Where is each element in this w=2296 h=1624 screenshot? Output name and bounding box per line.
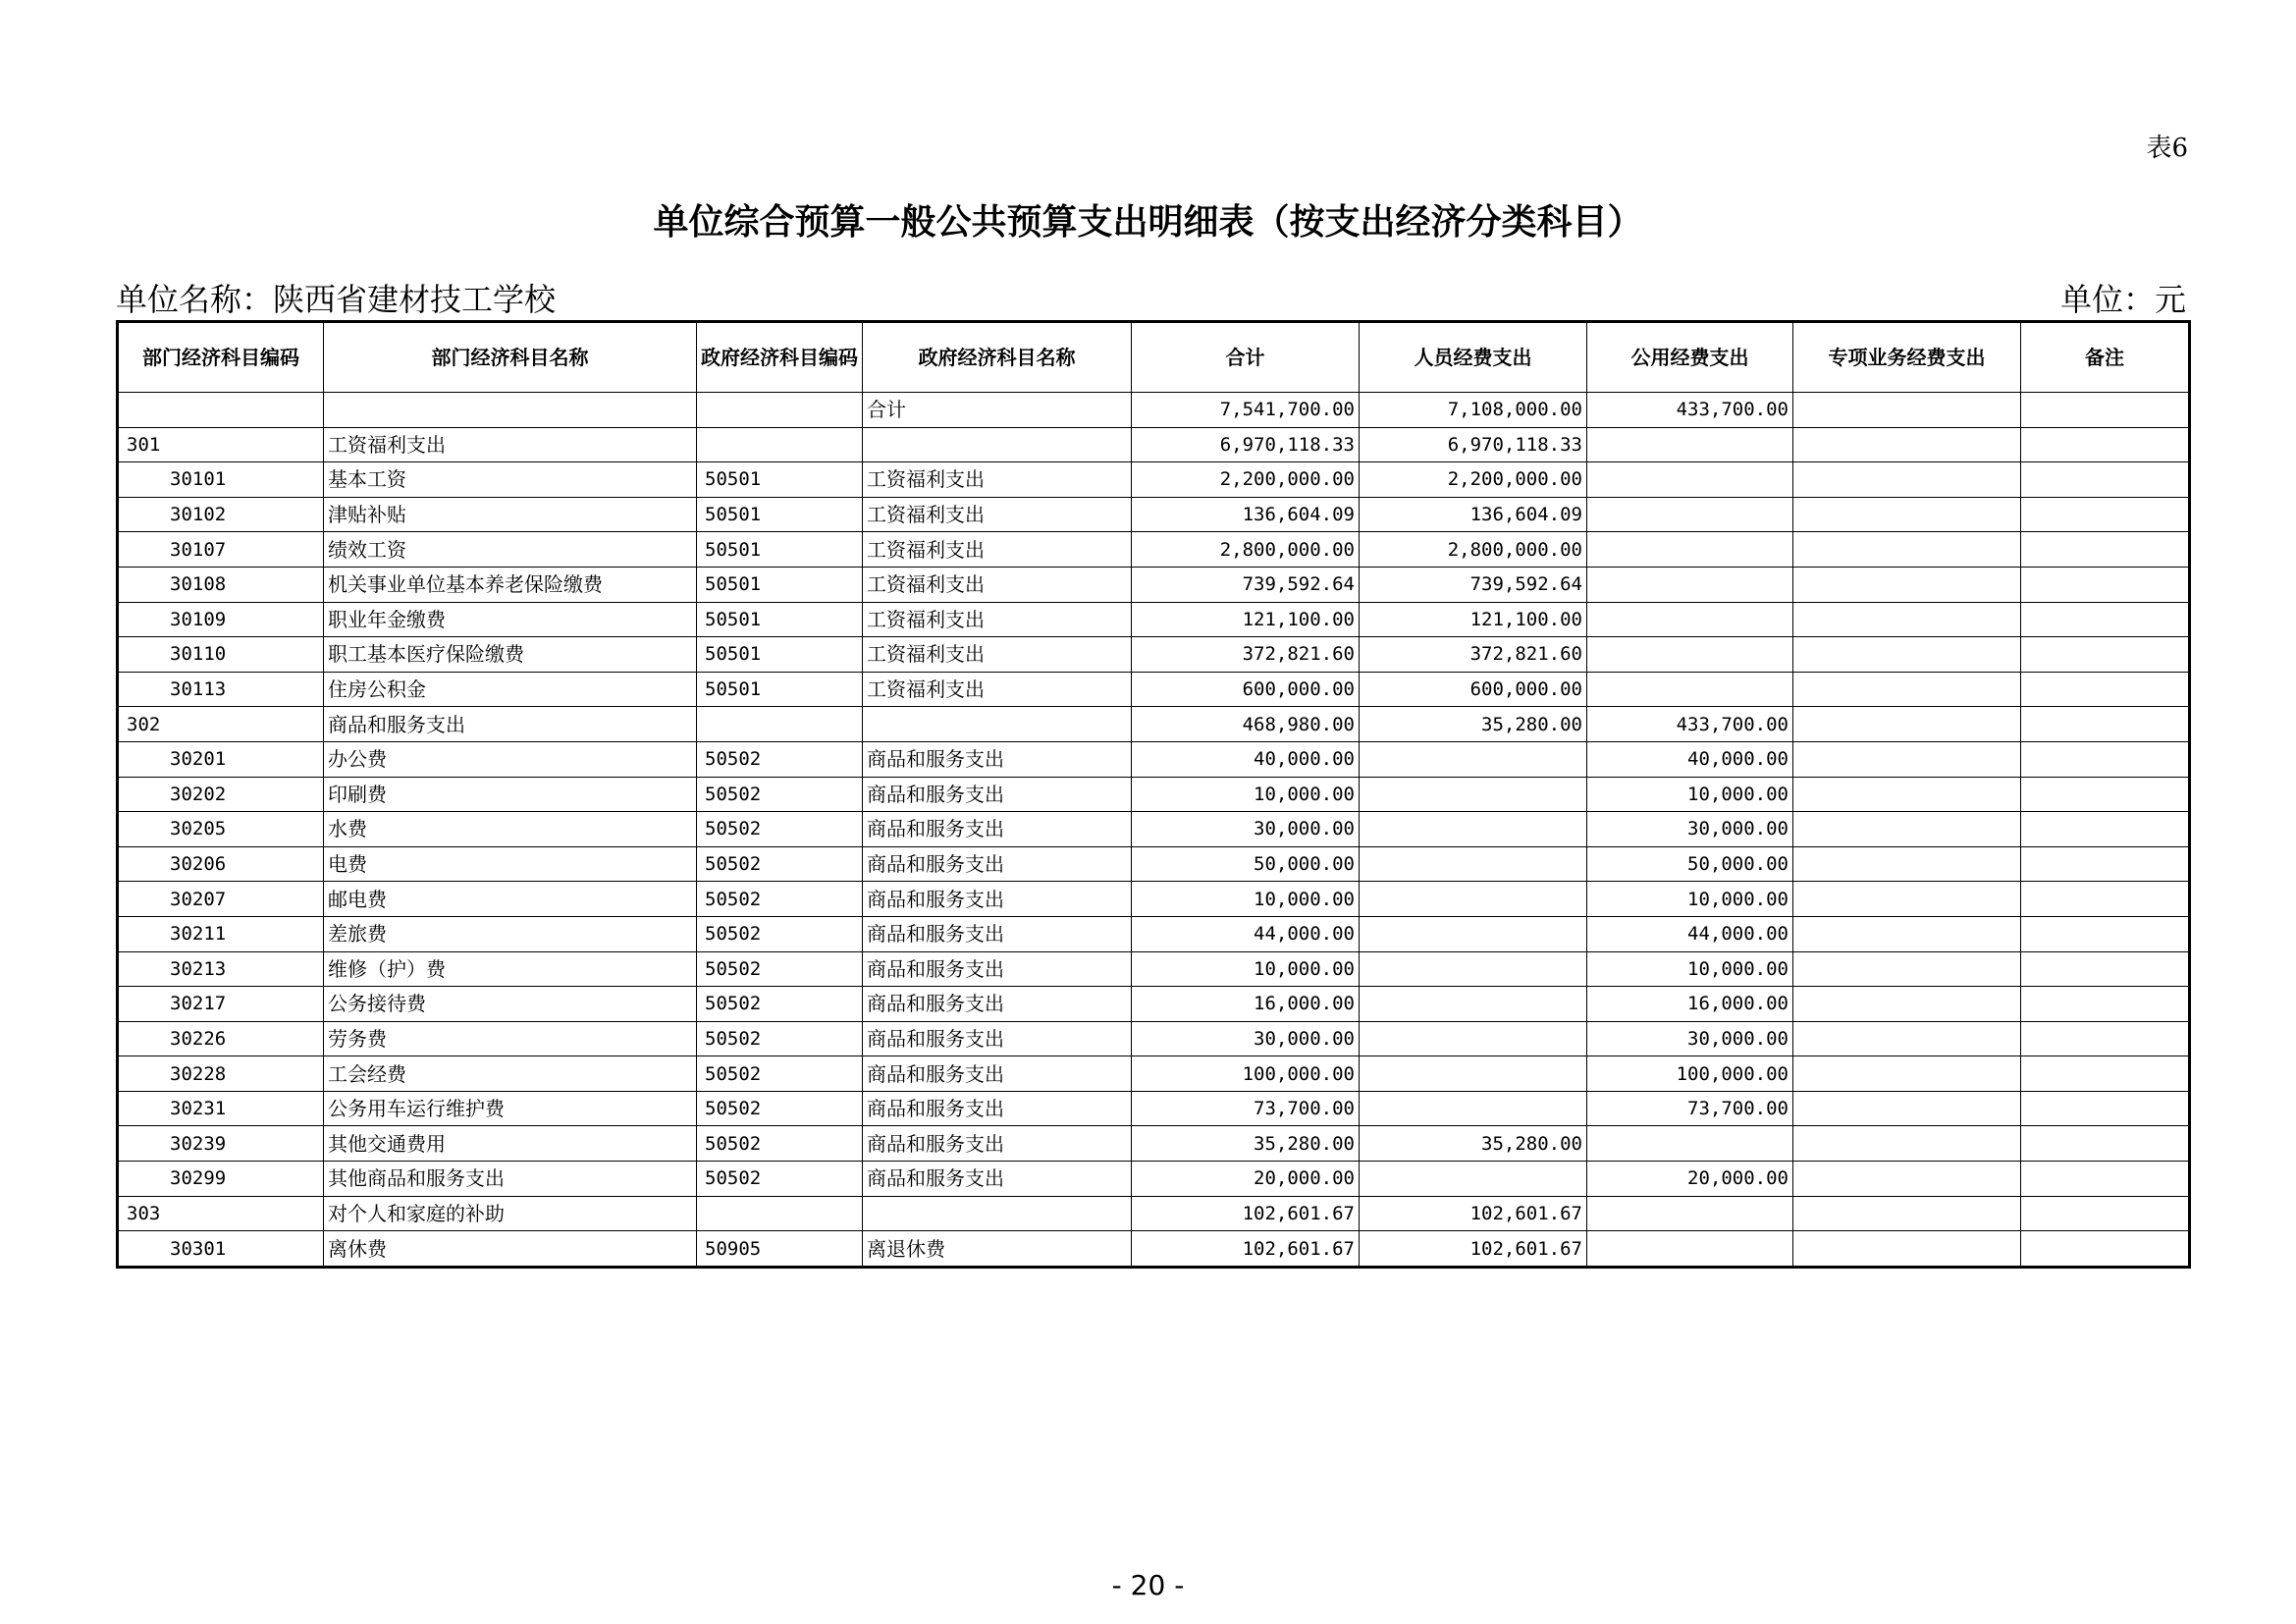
cell-gov-code: 50501 xyxy=(697,497,863,532)
cell-gov-code: 50502 xyxy=(697,1056,863,1092)
cell-dept-name: 维修（护）费 xyxy=(324,951,697,987)
cell-gov-name: 工资福利支出 xyxy=(863,602,1132,637)
table-row xyxy=(118,1231,2190,1268)
table-row xyxy=(118,1056,2190,1092)
cell-special xyxy=(1793,916,2021,951)
table-row xyxy=(118,637,2190,673)
cell-remark xyxy=(2021,672,2190,707)
cell-gov-code: 50502 xyxy=(697,1091,863,1126)
unit-name-value: 陕西省建材技工学校 xyxy=(273,281,557,318)
cell-total: 121,100.00 xyxy=(1132,602,1360,637)
unit-name xyxy=(116,275,556,320)
cell-public xyxy=(1587,672,1793,707)
cell-dept-name: 绩效工资 xyxy=(324,532,697,568)
cell-gov-code: 50502 xyxy=(697,777,863,812)
cell-dept-name: 机关事业单位基本养老保险缴费 xyxy=(324,567,697,602)
cell-special xyxy=(1793,1162,2021,1197)
cell-gov-code: 50502 xyxy=(697,951,863,987)
budget-table xyxy=(116,320,2191,1269)
col-header-personnel: 人员经费支出 xyxy=(1360,322,1587,393)
cell-dept-code: 30226 xyxy=(118,1021,324,1056)
cell-gov-code: 50502 xyxy=(697,1126,863,1162)
cell-remark xyxy=(2021,1091,2190,1126)
cell-dept-name: 电费 xyxy=(324,846,697,882)
cell-gov-name: 商品和服务支出 xyxy=(863,882,1132,917)
cell-special xyxy=(1793,882,2021,917)
cell-special xyxy=(1793,707,2021,742)
cell-dept-name: 其他商品和服务支出 xyxy=(324,1162,697,1197)
table-number: 表6 xyxy=(2146,134,2188,163)
cell-special xyxy=(1793,1231,2021,1268)
cell-dept-code: 30108 xyxy=(118,567,324,602)
cell-remark xyxy=(2021,882,2190,917)
cell-total: 35,280.00 xyxy=(1132,1126,1360,1162)
cell-remark xyxy=(2021,1196,2190,1231)
cell-gov-name: 合计 xyxy=(863,393,1132,428)
cell-personnel xyxy=(1360,741,1587,777)
cell-gov-name: 工资福利支出 xyxy=(863,567,1132,602)
cell-public xyxy=(1587,427,1793,462)
cell-special xyxy=(1793,777,2021,812)
table-row xyxy=(118,393,2190,428)
cell-gov-name: 商品和服务支出 xyxy=(863,951,1132,987)
cell-gov-code: 50502 xyxy=(697,1021,863,1056)
cell-special xyxy=(1793,672,2021,707)
cell-dept-name: 水费 xyxy=(324,812,697,847)
cell-total: 2,200,000.00 xyxy=(1132,462,1360,498)
cell-gov-code: 50502 xyxy=(697,846,863,882)
cell-gov-code: 50501 xyxy=(697,637,863,673)
cell-personnel: 739,592.64 xyxy=(1360,567,1587,602)
cell-dept-code: 30113 xyxy=(118,672,324,707)
cell-remark xyxy=(2021,393,2190,428)
table-row xyxy=(118,916,2190,951)
cell-dept-code: 30101 xyxy=(118,462,324,498)
cell-remark xyxy=(2021,1021,2190,1056)
cell-gov-code: 50502 xyxy=(697,741,863,777)
cell-gov-name xyxy=(863,1196,1132,1231)
cell-public xyxy=(1587,1126,1793,1162)
cell-total: 20,000.00 xyxy=(1132,1162,1360,1197)
cell-public: 433,700.00 xyxy=(1587,707,1793,742)
cell-dept-code: 30299 xyxy=(118,1162,324,1197)
cell-total: 372,821.60 xyxy=(1132,637,1360,673)
cell-gov-name xyxy=(863,427,1132,462)
cell-gov-code: 50502 xyxy=(697,1162,863,1197)
cell-total: 50,000.00 xyxy=(1132,846,1360,882)
cell-remark xyxy=(2021,462,2190,498)
cell-special xyxy=(1793,951,2021,987)
cell-total: 468,980.00 xyxy=(1132,707,1360,742)
table-row xyxy=(118,1162,2190,1197)
cell-remark xyxy=(2021,741,2190,777)
cell-personnel xyxy=(1360,1021,1587,1056)
unit-of-measure-value: 元 xyxy=(2154,281,2186,318)
cell-personnel: 600,000.00 xyxy=(1360,672,1587,707)
header-row xyxy=(118,322,2190,393)
cell-gov-name: 商品和服务支出 xyxy=(863,1091,1132,1126)
table-row xyxy=(118,462,2190,498)
cell-gov-code xyxy=(697,1196,863,1231)
cell-gov-name: 商品和服务支出 xyxy=(863,1021,1132,1056)
cell-dept-name: 职业年金缴费 xyxy=(324,602,697,637)
cell-dept-code: 302 xyxy=(118,707,324,742)
cell-public: 16,000.00 xyxy=(1587,987,1793,1022)
cell-total: 102,601.67 xyxy=(1132,1196,1360,1231)
table-row xyxy=(118,672,2190,707)
cell-dept-name: 住房公积金 xyxy=(324,672,697,707)
cell-personnel xyxy=(1360,951,1587,987)
cell-gov-code: 50501 xyxy=(697,462,863,498)
cell-dept-name: 公务接待费 xyxy=(324,987,697,1022)
cell-dept-code: 30201 xyxy=(118,741,324,777)
cell-gov-code: 50502 xyxy=(697,916,863,951)
table-row xyxy=(118,1126,2190,1162)
cell-dept-code: 30206 xyxy=(118,846,324,882)
cell-public: 100,000.00 xyxy=(1587,1056,1793,1092)
cell-gov-code: 50502 xyxy=(697,812,863,847)
cell-gov-name: 商品和服务支出 xyxy=(863,1126,1132,1162)
col-header-gov-code: 政府经济科目编码 xyxy=(697,322,863,393)
cell-remark xyxy=(2021,497,2190,532)
table-row xyxy=(118,532,2190,568)
cell-personnel xyxy=(1360,1091,1587,1126)
cell-public xyxy=(1587,532,1793,568)
cell-special xyxy=(1793,393,2021,428)
cell-total: 100,000.00 xyxy=(1132,1056,1360,1092)
cell-dept-name: 职工基本医疗保险缴费 xyxy=(324,637,697,673)
cell-gov-name: 离退休费 xyxy=(863,1231,1132,1268)
cell-public xyxy=(1587,567,1793,602)
cell-gov-name: 商品和服务支出 xyxy=(863,846,1132,882)
table-row xyxy=(118,427,2190,462)
cell-remark xyxy=(2021,987,2190,1022)
cell-personnel: 6,970,118.33 xyxy=(1360,427,1587,462)
cell-personnel xyxy=(1360,812,1587,847)
cell-dept-code: 30301 xyxy=(118,1231,324,1268)
cell-personnel: 35,280.00 xyxy=(1360,1126,1587,1162)
cell-personnel xyxy=(1360,987,1587,1022)
cell-dept-code: 30213 xyxy=(118,951,324,987)
cell-dept-name: 对个人和家庭的补助 xyxy=(324,1196,697,1231)
table-row xyxy=(118,1196,2190,1231)
cell-remark xyxy=(2021,532,2190,568)
cell-special xyxy=(1793,812,2021,847)
cell-total: 7,541,700.00 xyxy=(1132,393,1360,428)
cell-gov-name: 商品和服务支出 xyxy=(863,812,1132,847)
cell-special xyxy=(1793,1196,2021,1231)
cell-remark xyxy=(2021,637,2190,673)
cell-gov-name: 商品和服务支出 xyxy=(863,1056,1132,1092)
col-header-special: 专项业务经费支出 xyxy=(1793,322,2021,393)
cell-remark xyxy=(2021,707,2190,742)
cell-special xyxy=(1793,567,2021,602)
cell-personnel: 121,100.00 xyxy=(1360,602,1587,637)
cell-public: 44,000.00 xyxy=(1587,916,1793,951)
cell-personnel xyxy=(1360,846,1587,882)
cell-total: 102,601.67 xyxy=(1132,1231,1360,1268)
cell-total: 739,592.64 xyxy=(1132,567,1360,602)
cell-dept-code: 30202 xyxy=(118,777,324,812)
cell-gov-code: 50501 xyxy=(697,567,863,602)
cell-dept-name: 公务用车运行维护费 xyxy=(324,1091,697,1126)
table-body xyxy=(118,393,2190,1268)
cell-public: 433,700.00 xyxy=(1587,393,1793,428)
cell-special xyxy=(1793,427,2021,462)
cell-total: 136,604.09 xyxy=(1132,497,1360,532)
cell-dept-code: 303 xyxy=(118,1196,324,1231)
cell-dept-code: 30102 xyxy=(118,497,324,532)
cell-gov-name: 商品和服务支出 xyxy=(863,1162,1132,1197)
cell-remark xyxy=(2021,951,2190,987)
col-header-total: 合计 xyxy=(1132,322,1360,393)
cell-dept-name: 商品和服务支出 xyxy=(324,707,697,742)
cell-special xyxy=(1793,1091,2021,1126)
cell-special xyxy=(1793,741,2021,777)
cell-dept-code: 30239 xyxy=(118,1126,324,1162)
cell-public xyxy=(1587,637,1793,673)
unit-of-measure xyxy=(2060,275,2186,320)
cell-special xyxy=(1793,497,2021,532)
cell-public xyxy=(1587,602,1793,637)
table-row xyxy=(118,707,2190,742)
table-row xyxy=(118,777,2190,812)
cell-dept-name: 津贴补贴 xyxy=(324,497,697,532)
cell-remark xyxy=(2021,1056,2190,1092)
cell-gov-name: 商品和服务支出 xyxy=(863,741,1132,777)
cell-personnel: 35,280.00 xyxy=(1360,707,1587,742)
cell-personnel: 102,601.67 xyxy=(1360,1231,1587,1268)
cell-public: 30,000.00 xyxy=(1587,812,1793,847)
cell-gov-code xyxy=(697,427,863,462)
cell-special xyxy=(1793,532,2021,568)
cell-dept-code: 30110 xyxy=(118,637,324,673)
cell-special xyxy=(1793,602,2021,637)
cell-public xyxy=(1587,1196,1793,1231)
cell-special xyxy=(1793,987,2021,1022)
cell-dept-name: 办公费 xyxy=(324,741,697,777)
cell-gov-name: 工资福利支出 xyxy=(863,462,1132,498)
cell-gov-name: 工资福利支出 xyxy=(863,637,1132,673)
cell-dept-code: 30228 xyxy=(118,1056,324,1092)
cell-gov-code xyxy=(697,393,863,428)
cell-dept-name: 邮电费 xyxy=(324,882,697,917)
cell-gov-name: 工资福利支出 xyxy=(863,497,1132,532)
cell-total: 73,700.00 xyxy=(1132,1091,1360,1126)
cell-total: 600,000.00 xyxy=(1132,672,1360,707)
cell-special xyxy=(1793,637,2021,673)
cell-total: 40,000.00 xyxy=(1132,741,1360,777)
cell-dept-name: 劳务费 xyxy=(324,1021,697,1056)
table-row xyxy=(118,812,2190,847)
table-row xyxy=(118,602,2190,637)
table-row xyxy=(118,567,2190,602)
col-header-dept-name: 部门经济科目名称 xyxy=(324,322,697,393)
cell-total: 10,000.00 xyxy=(1132,951,1360,987)
cell-public: 50,000.00 xyxy=(1587,846,1793,882)
cell-gov-code: 50905 xyxy=(697,1231,863,1268)
cell-dept-name: 其他交通费用 xyxy=(324,1126,697,1162)
col-header-public: 公用经费支出 xyxy=(1587,322,1793,393)
table-row xyxy=(118,846,2190,882)
cell-dept-code: 30211 xyxy=(118,916,324,951)
cell-gov-code xyxy=(697,707,863,742)
cell-remark xyxy=(2021,916,2190,951)
cell-gov-name: 商品和服务支出 xyxy=(863,916,1132,951)
cell-personnel: 2,800,000.00 xyxy=(1360,532,1587,568)
cell-total: 44,000.00 xyxy=(1132,916,1360,951)
cell-gov-name: 商品和服务支出 xyxy=(863,777,1132,812)
cell-remark xyxy=(2021,602,2190,637)
table-row xyxy=(118,741,2190,777)
cell-total: 30,000.00 xyxy=(1132,812,1360,847)
cell-gov-code: 50502 xyxy=(697,882,863,917)
cell-public: 40,000.00 xyxy=(1587,741,1793,777)
cell-public: 20,000.00 xyxy=(1587,1162,1793,1197)
cell-remark xyxy=(2021,777,2190,812)
page-title: 单位综合预算一般公共预算支出明细表（按支出经济分类科目） xyxy=(653,202,1643,243)
col-header-dept-code: 部门经济科目编码 xyxy=(118,322,324,393)
cell-total: 30,000.00 xyxy=(1132,1021,1360,1056)
cell-dept-name: 离休费 xyxy=(324,1231,697,1268)
cell-gov-name: 商品和服务支出 xyxy=(863,987,1132,1022)
cell-dept-name xyxy=(324,393,697,428)
cell-dept-code: 30205 xyxy=(118,812,324,847)
cell-dept-code: 30107 xyxy=(118,532,324,568)
unit-info-row xyxy=(116,275,2186,318)
cell-personnel: 102,601.67 xyxy=(1360,1196,1587,1231)
cell-remark xyxy=(2021,1162,2190,1197)
cell-remark xyxy=(2021,1231,2190,1268)
page-number: - 20 - xyxy=(1111,1569,1185,1601)
cell-remark xyxy=(2021,846,2190,882)
cell-total: 10,000.00 xyxy=(1132,777,1360,812)
cell-dept-name: 差旅费 xyxy=(324,916,697,951)
cell-special xyxy=(1793,1056,2021,1092)
cell-personnel xyxy=(1360,777,1587,812)
cell-dept-name: 工会经费 xyxy=(324,1056,697,1092)
cell-personnel xyxy=(1360,916,1587,951)
cell-remark xyxy=(2021,567,2190,602)
cell-dept-code: 30109 xyxy=(118,602,324,637)
col-header-gov-name: 政府经济科目名称 xyxy=(863,322,1132,393)
cell-gov-name: 工资福利支出 xyxy=(863,532,1132,568)
cell-personnel: 7,108,000.00 xyxy=(1360,393,1587,428)
cell-total: 10,000.00 xyxy=(1132,882,1360,917)
cell-public xyxy=(1587,1231,1793,1268)
cell-special xyxy=(1793,1021,2021,1056)
cell-gov-code: 50501 xyxy=(697,602,863,637)
cell-remark xyxy=(2021,1126,2190,1162)
unit-of-measure-label: 单位： xyxy=(2059,281,2155,318)
cell-total: 6,970,118.33 xyxy=(1132,427,1360,462)
table-row xyxy=(118,497,2190,532)
cell-personnel xyxy=(1360,1162,1587,1197)
table-row xyxy=(118,882,2190,917)
table-row xyxy=(118,1021,2190,1056)
cell-public: 30,000.00 xyxy=(1587,1021,1793,1056)
cell-gov-code: 50501 xyxy=(697,532,863,568)
cell-public: 73,700.00 xyxy=(1587,1091,1793,1126)
cell-dept-code: 301 xyxy=(118,427,324,462)
cell-dept-name: 基本工资 xyxy=(324,462,697,498)
cell-special xyxy=(1793,462,2021,498)
table-row xyxy=(118,1091,2190,1126)
cell-gov-code: 50502 xyxy=(697,987,863,1022)
cell-remark xyxy=(2021,812,2190,847)
cell-public xyxy=(1587,462,1793,498)
table-header xyxy=(118,322,2190,393)
cell-gov-name: 工资福利支出 xyxy=(863,672,1132,707)
cell-personnel: 372,821.60 xyxy=(1360,637,1587,673)
cell-gov-name xyxy=(863,707,1132,742)
cell-personnel xyxy=(1360,1056,1587,1092)
cell-total: 16,000.00 xyxy=(1132,987,1360,1022)
cell-personnel: 136,604.09 xyxy=(1360,497,1587,532)
cell-gov-code: 50501 xyxy=(697,672,863,707)
cell-public xyxy=(1587,497,1793,532)
cell-personnel: 2,200,000.00 xyxy=(1360,462,1587,498)
cell-public: 10,000.00 xyxy=(1587,777,1793,812)
cell-dept-name: 工资福利支出 xyxy=(324,427,697,462)
table-row xyxy=(118,987,2190,1022)
cell-special xyxy=(1793,846,2021,882)
cell-public: 10,000.00 xyxy=(1587,882,1793,917)
cell-dept-name: 印刷费 xyxy=(324,777,697,812)
table-row xyxy=(118,951,2190,987)
cell-total: 2,800,000.00 xyxy=(1132,532,1360,568)
cell-personnel xyxy=(1360,882,1587,917)
cell-dept-code: 30231 xyxy=(118,1091,324,1126)
cell-dept-code xyxy=(118,393,324,428)
cell-remark xyxy=(2021,427,2190,462)
cell-dept-code: 30207 xyxy=(118,882,324,917)
col-header-remark: 备注 xyxy=(2021,322,2190,393)
unit-name-label: 单位名称： xyxy=(116,281,274,318)
cell-public: 10,000.00 xyxy=(1587,951,1793,987)
cell-special xyxy=(1793,1126,2021,1162)
cell-dept-code: 30217 xyxy=(118,987,324,1022)
